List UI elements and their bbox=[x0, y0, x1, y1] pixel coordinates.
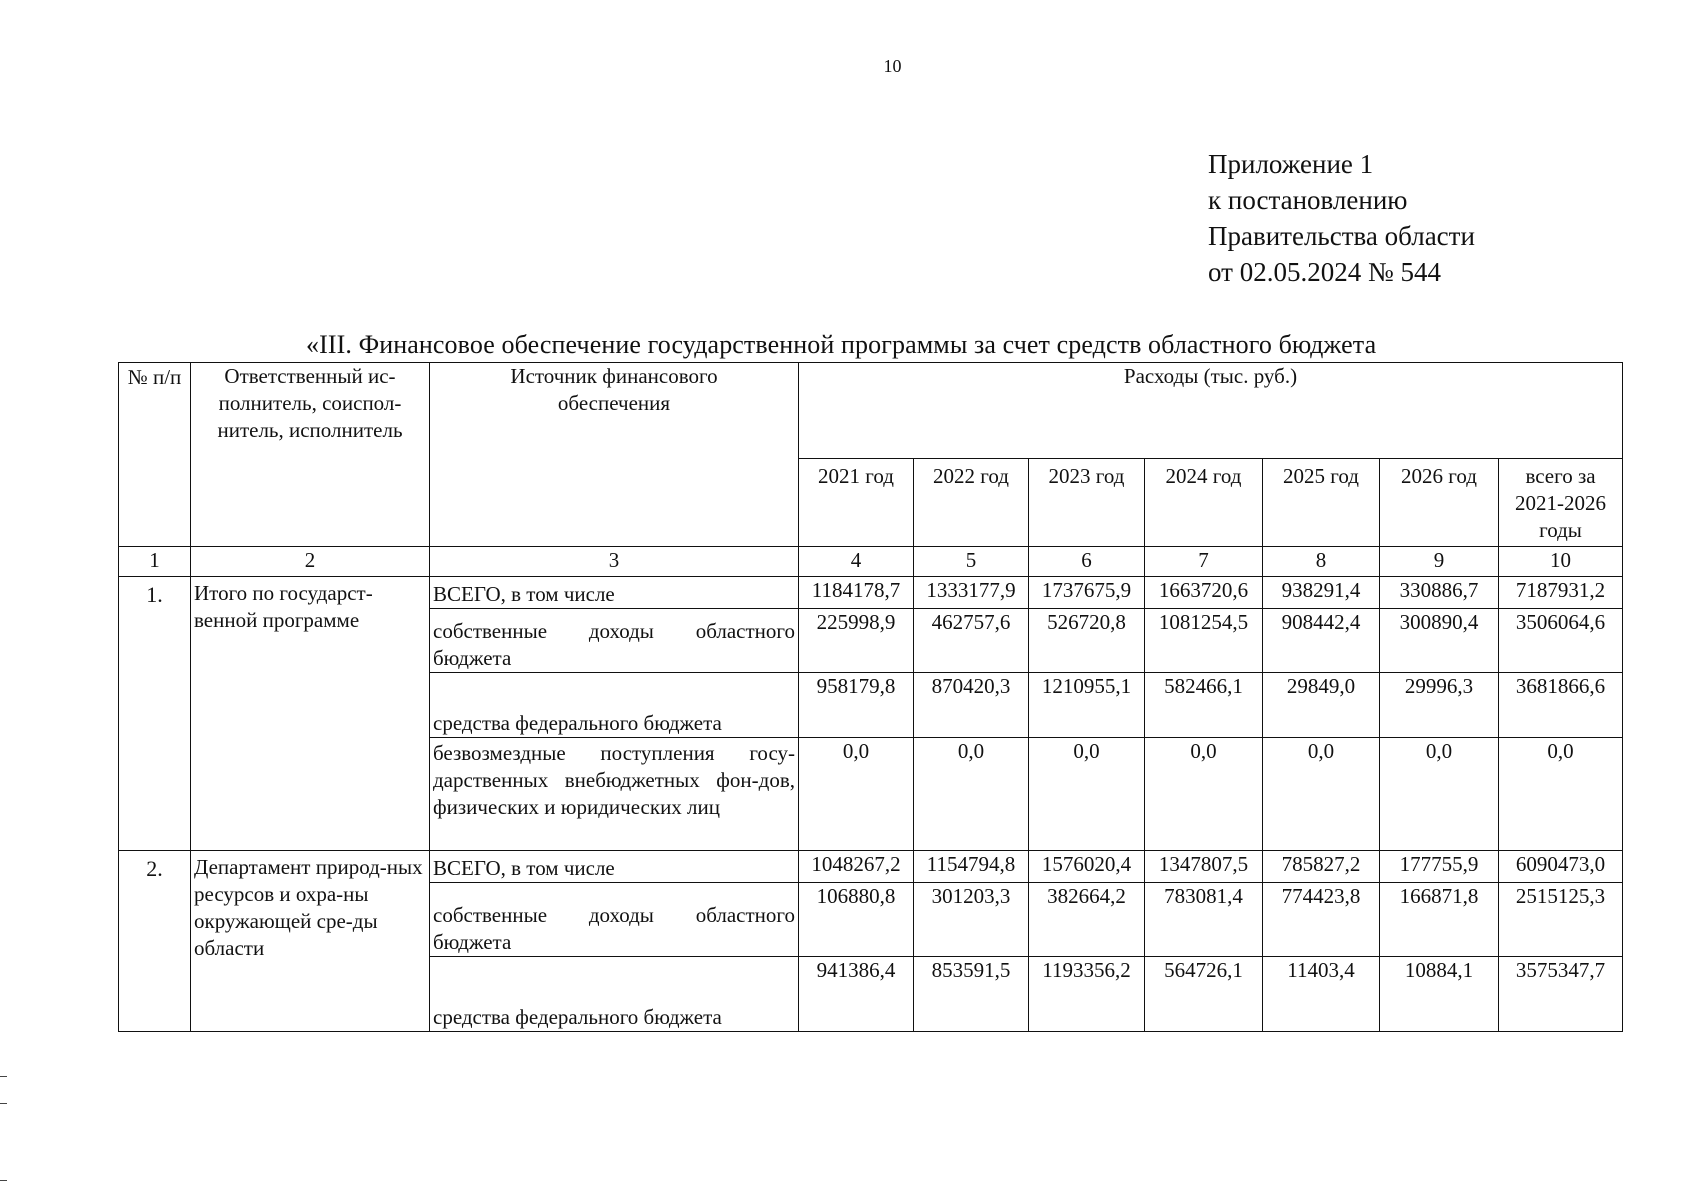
header-expenses-label: Расходы (тыс. руб.) bbox=[1123, 364, 1298, 388]
header-expenses bbox=[799, 363, 1623, 459]
value-cell: 2515125,3 bbox=[1499, 883, 1623, 957]
value-cell: 1737675,9 bbox=[1029, 577, 1145, 609]
value-cell: 908442,4 bbox=[1263, 609, 1380, 673]
row-index: 2. bbox=[119, 851, 191, 1032]
row-source: собственные доходы областного бюджета bbox=[430, 883, 799, 957]
value-cell: 225998,9 bbox=[799, 609, 914, 673]
header-executor-label: Ответственный ис-полнитель, соиспол-нитель, исполнитель bbox=[217, 364, 403, 442]
value-cell: 10884,1 bbox=[1380, 957, 1499, 1032]
value-cell: 0,0 bbox=[1499, 738, 1623, 851]
scan-edge-mark bbox=[0, 1180, 7, 1181]
value-cell: 3506064,6 bbox=[1499, 609, 1623, 673]
value-cell: 1210955,1 bbox=[1029, 673, 1145, 738]
row-source: ВСЕГО, в том числе bbox=[430, 851, 799, 883]
column-number: 5 bbox=[914, 547, 1029, 577]
value-cell: 938291,4 bbox=[1263, 577, 1380, 609]
value-cell: 462757,6 bbox=[914, 609, 1029, 673]
row-source: средства федерального бюджета bbox=[430, 957, 799, 1032]
row-source: средства федерального бюджета bbox=[430, 673, 799, 738]
value-cell: 0,0 bbox=[1380, 738, 1499, 851]
page-number: 10 bbox=[883, 56, 902, 76]
value-cell: 1347807,5 bbox=[1145, 851, 1263, 883]
column-number: 4 bbox=[799, 547, 914, 577]
value-cell: 0,0 bbox=[1263, 738, 1380, 851]
value-cell: 1154794,8 bbox=[914, 851, 1029, 883]
value-cell: 1576020,4 bbox=[1029, 851, 1145, 883]
value-cell: 870420,3 bbox=[914, 673, 1029, 738]
value-cell: 785827,2 bbox=[1263, 851, 1380, 883]
value-cell: 0,0 bbox=[799, 738, 914, 851]
row-source: безвозмездные поступления госу-дарственных внебюджетных фон-дов, физических и юридических лиц bbox=[430, 738, 799, 851]
column-number: 9 bbox=[1380, 547, 1499, 577]
value-cell: 1184178,7 bbox=[799, 577, 914, 609]
header-num-label: № п/п bbox=[127, 365, 182, 389]
value-cell: 166871,8 bbox=[1380, 883, 1499, 957]
appendix-line-1: Приложение 1 bbox=[1208, 149, 1374, 179]
row-source: ВСЕГО, в том числе bbox=[430, 577, 799, 609]
value-cell: 1048267,2 bbox=[799, 851, 914, 883]
scan-edge-mark bbox=[0, 1076, 7, 1104]
value-cell: 330886,7 bbox=[1380, 577, 1499, 609]
appendix-line-4: от 02.05.2024 № 544 bbox=[1208, 257, 1441, 287]
column-number: 8 bbox=[1263, 547, 1380, 577]
value-cell: 0,0 bbox=[1145, 738, 1263, 851]
value-cell: 0,0 bbox=[914, 738, 1029, 851]
header-num bbox=[119, 363, 191, 547]
value-cell: 1333177,9 bbox=[914, 577, 1029, 609]
column-number: 7 bbox=[1145, 547, 1263, 577]
value-cell: 526720,8 bbox=[1029, 609, 1145, 673]
value-cell: 1663720,6 bbox=[1145, 577, 1263, 609]
header-year-total: всего за 2021-2026 годы bbox=[1499, 459, 1623, 547]
appendix-line-2: к постановлению bbox=[1208, 185, 1408, 215]
table-row bbox=[119, 851, 1623, 883]
value-cell: 11403,4 bbox=[1263, 957, 1380, 1032]
value-cell: 564726,1 bbox=[1145, 957, 1263, 1032]
value-cell: 853591,5 bbox=[914, 957, 1029, 1032]
header-year-2022: 2022 год bbox=[914, 459, 1029, 547]
section-title: «III. Финансовое обеспечение государственной программы за счет средств областного бюджета bbox=[306, 330, 1377, 359]
row-source: собственные доходы областного бюджета bbox=[430, 609, 799, 673]
header-year-2026: 2026 год bbox=[1380, 459, 1499, 547]
column-number: 2 bbox=[191, 547, 430, 577]
value-cell: 29849,0 bbox=[1263, 673, 1380, 738]
column-number: 6 bbox=[1029, 547, 1145, 577]
header-year-2023: 2023 год bbox=[1029, 459, 1145, 547]
value-cell: 582466,1 bbox=[1145, 673, 1263, 738]
header-year-2024: 2024 год bbox=[1145, 459, 1263, 547]
financing-table bbox=[118, 362, 1623, 1032]
table-row bbox=[119, 577, 1623, 609]
value-cell: 1193356,2 bbox=[1029, 957, 1145, 1032]
row-executor: Итого по государст-венной программе bbox=[191, 577, 430, 851]
appendix-block bbox=[1208, 146, 1475, 290]
value-cell: 1081254,5 bbox=[1145, 609, 1263, 673]
column-number: 1 bbox=[119, 547, 191, 577]
value-cell: 177755,9 bbox=[1380, 851, 1499, 883]
appendix-line-3: Правительства области bbox=[1208, 221, 1475, 251]
value-cell: 300890,4 bbox=[1380, 609, 1499, 673]
row-index: 1. bbox=[119, 577, 191, 851]
column-numbers-row bbox=[119, 547, 1623, 577]
value-cell: 382664,2 bbox=[1029, 883, 1145, 957]
column-number: 10 bbox=[1499, 547, 1623, 577]
column-number: 3 bbox=[430, 547, 799, 577]
value-cell: 941386,4 bbox=[799, 957, 914, 1032]
value-cell: 958179,8 bbox=[799, 673, 914, 738]
header-year-2025: 2025 год bbox=[1263, 459, 1380, 547]
header-source bbox=[430, 363, 799, 547]
value-cell: 29996,3 bbox=[1380, 673, 1499, 738]
value-cell: 3575347,7 bbox=[1499, 957, 1623, 1032]
value-cell: 6090473,0 bbox=[1499, 851, 1623, 883]
value-cell: 7187931,2 bbox=[1499, 577, 1623, 609]
value-cell: 3681866,6 bbox=[1499, 673, 1623, 738]
value-cell: 106880,8 bbox=[799, 883, 914, 957]
header-year-2021: 2021 год bbox=[799, 459, 914, 547]
value-cell: 783081,4 bbox=[1145, 883, 1263, 957]
header-source-label: Источник финансового обеспечения bbox=[510, 364, 718, 415]
value-cell: 0,0 bbox=[1029, 738, 1145, 851]
value-cell: 301203,3 bbox=[914, 883, 1029, 957]
value-cell: 774423,8 bbox=[1263, 883, 1380, 957]
header-executor bbox=[191, 363, 430, 547]
row-executor: Департамент природ-ных ресурсов и охра-ны окружающей сре-ды области bbox=[191, 851, 430, 1032]
